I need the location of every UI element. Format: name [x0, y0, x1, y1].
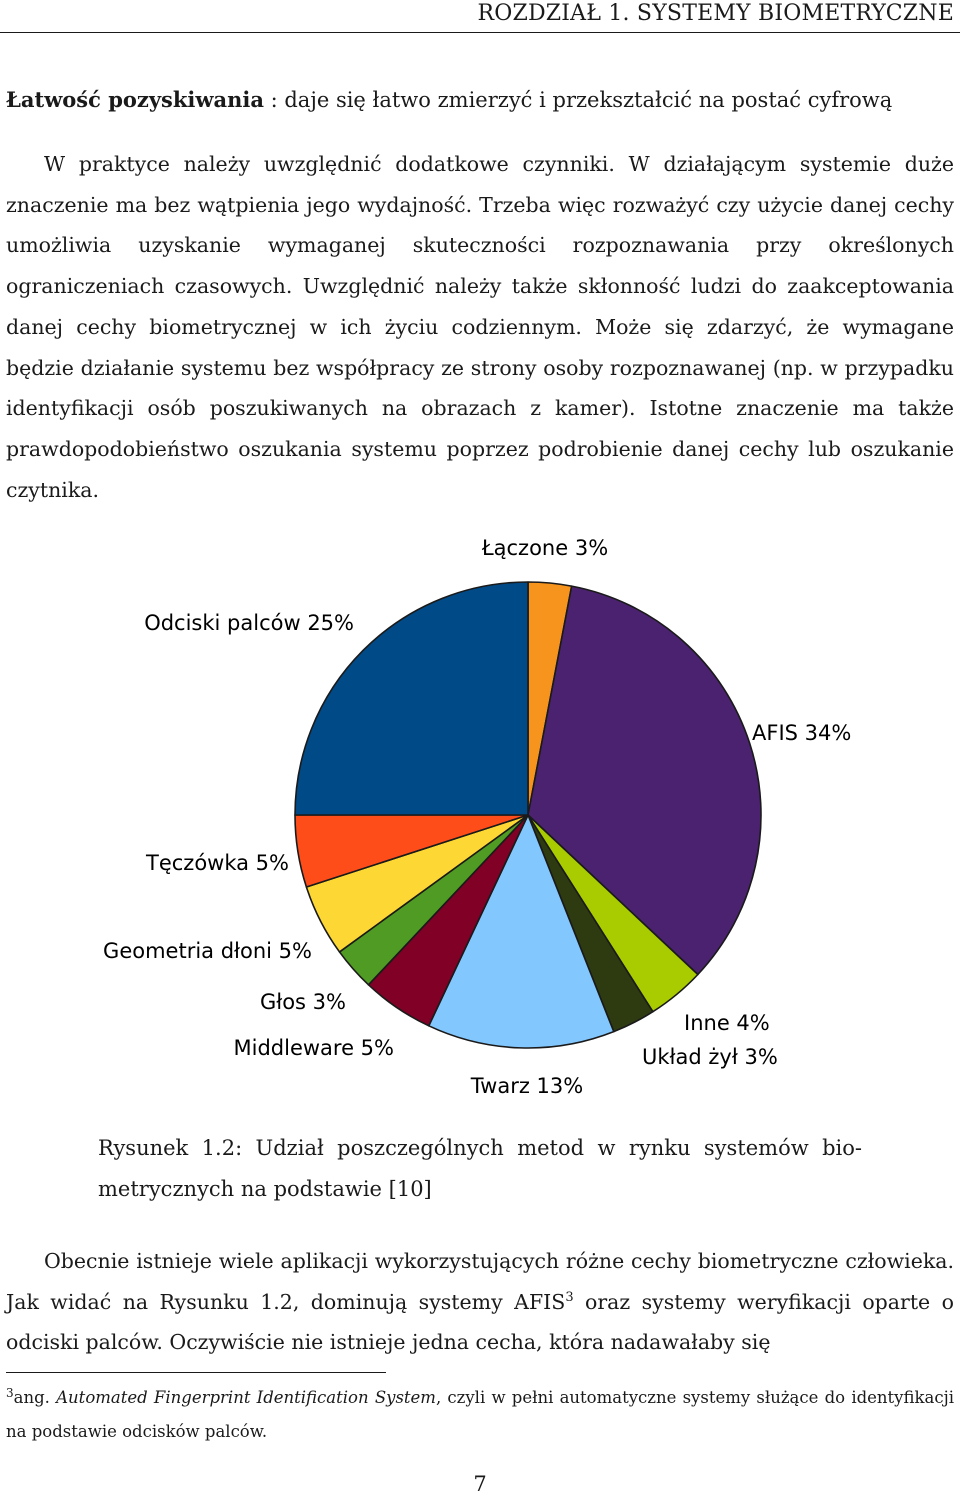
paragraph-1-text: W praktyce należy uwzględnić dodatkowe czynniki. W działającym systemie duże znaczenie ma bez wątpienia jego wydajność. Trzeba więc rozważyć czy użycie danej cechy umożliwia uzyskanie wymaganej skuteczności rozpoznawania przy określonych ograniczeniach czasowych. Uwzględnić należy także skłonność ludzi do zaakceptowania danej cechy biometrycznej w ich życiu codziennym. Może się zdarzyć, że wymagane będzie działanie systemu bez współpracy ze strony osoby rozpoznawanej (np. w przypadku identyfikacji osób poszukiwanych na obrazach z kamer). Istotne znaczenie ma także prawdopodobieństwo oszukania systemu poprzez podrobienie danej cechy lub oszukanie czytnika.	[6, 152, 954, 502]
paragraph-2-text-b: oraz systemy weryfikacji oparte o odciski palców. Oczywiście nie istnieje jedna cecha, która nadawałaby się	[6, 1289, 954, 1355]
pie-chart-svg	[0, 520, 960, 1120]
pie-label-0: Łączone 3%	[481, 536, 609, 560]
pie-label-2: Inne 4%	[684, 1011, 770, 1035]
pie-label-1: AFIS 34%	[752, 721, 852, 745]
pie-label-8: Tęczówka 5%	[146, 851, 289, 875]
market-share-pie-chart	[0, 520, 960, 1120]
pie-label-6: Głos 3%	[259, 990, 346, 1014]
definition-term: Łatwość pozyskiwania	[6, 87, 264, 112]
running-head: ROZDZIAŁ 1. SYSTEMY BIOMETRYCZNE	[477, 1, 954, 26]
footnote	[6, 1376, 954, 1449]
paragraph-1	[6, 144, 954, 510]
pie-label-5: Middleware 5%	[233, 1036, 394, 1060]
pie-label-9: Odciski palców 25%	[144, 611, 354, 635]
footnote-number: 3	[6, 1386, 14, 1400]
footnote-prefix: ang.	[13, 1388, 57, 1407]
definition-text: : daje się łatwo zmierzyć i przekształcić na postać cyfrową	[263, 88, 893, 112]
paragraph-2-text-a: Obecnie istnieje wiele aplikacji wykorzystujących różne cechy biometryczne człowieka. Jak widać na Rysunku 1.2, dominują systemy AFIS	[6, 1249, 954, 1314]
pie-label-4: Twarz 13%	[470, 1074, 584, 1098]
footnote-rest: , czyli w pełni automatyczne systemy służące do identyfikacji na podstawie odcisków palców.	[6, 1388, 954, 1441]
header-rule	[0, 32, 960, 33]
footnote-term: Automated Fingerprint Identification System	[56, 1388, 436, 1407]
figure-caption: Rysunek 1.2: Udział poszczególnych metod w rynku systemów biometrycznych na podstawie [10]	[98, 1136, 862, 1201]
pie-label-7: Geometria dłoni 5%	[103, 939, 312, 963]
page-number: 7	[473, 1472, 487, 1496]
footnote-ref-3[interactable]: 3	[565, 1289, 574, 1305]
definition-line	[6, 84, 954, 116]
footnote-rule	[6, 1372, 386, 1373]
paragraph-2	[6, 1241, 954, 1363]
pie-label-3: Układ żył 3%	[642, 1045, 778, 1069]
